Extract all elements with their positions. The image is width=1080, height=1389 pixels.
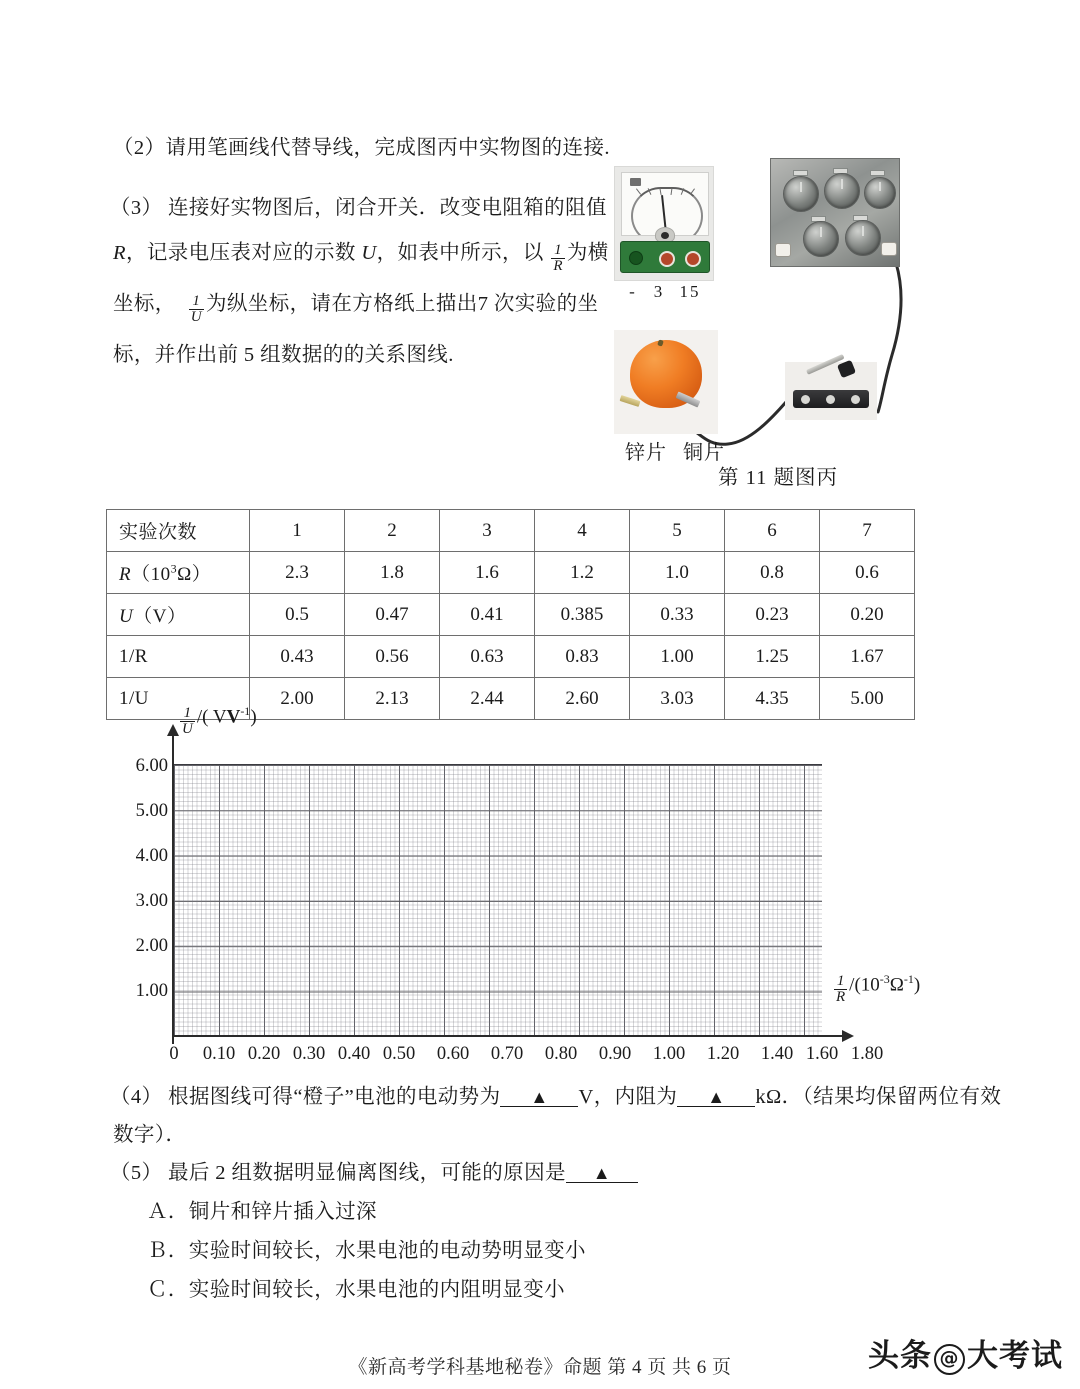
question-3-line-2 — [113, 243, 609, 274]
table-cell: 1.8 — [345, 552, 440, 594]
x-axis-label: $\frac{1}{R}$ $/(10^{-3}\Omega^{-1})$ — [836, 972, 921, 1005]
table-cell: 2.00 — [250, 678, 345, 720]
q4-unit-v: V — [578, 1086, 594, 1108]
variable-R: R — [113, 242, 126, 264]
x-tick-label: 1.00 — [652, 1044, 686, 1064]
q3-line3-b: 为纵坐标，请在方格纸上描出7 次实验的坐 — [206, 293, 599, 315]
x-tick-label: 0.70 — [490, 1044, 524, 1064]
table-cell: 4 — [535, 510, 630, 552]
resistance-dial — [864, 177, 896, 209]
resistance-dial — [803, 221, 839, 257]
table-cell: 1.00 — [630, 636, 725, 678]
watermark-at-icon: @ — [934, 1344, 965, 1375]
table-cell: 3 — [440, 510, 535, 552]
table-cell: 2.13 — [345, 678, 440, 720]
option-c[interactable]: Ｃ．实验时间较长，水果电池的内阻明显变小 — [147, 1279, 565, 1301]
x-tick-label: 0.50 — [382, 1044, 416, 1064]
x-axis-arrow-icon — [842, 1030, 854, 1042]
table-row — [107, 510, 915, 552]
q4-prefix: （4） 根据图线可得“橙子”电池的电动势为 — [110, 1086, 501, 1108]
question-4-line-1 — [110, 1087, 1001, 1108]
row-header-inv-voltage: 1/U — [107, 678, 250, 720]
x-tick-label: 1.40 — [760, 1044, 794, 1064]
table-cell: 0.83 — [535, 636, 630, 678]
y-tick-label: 4.00 — [135, 846, 168, 866]
x-tick-label: 0.20 — [247, 1044, 281, 1064]
fraction-one-over-U-axis: $\frac{1}{U}$ — [182, 704, 193, 737]
voltmeter-photo — [614, 166, 714, 281]
row-header-inv-resistance: 1/R — [107, 636, 250, 678]
table-cell: 1.25 — [725, 636, 820, 678]
table-cell: 1.6 — [440, 552, 535, 594]
zinc-plate-label: 锌片 — [625, 442, 667, 464]
voltmeter-terminal-panel — [620, 241, 710, 273]
x-tick-label: 0.80 — [544, 1044, 578, 1064]
y-tick-label: 5.00 — [135, 801, 168, 821]
resistance-dial — [824, 173, 860, 209]
answer-blank-emf[interactable]: ▲ — [500, 1088, 578, 1107]
question-3-line-1: （3） 连接好实物图后，闭合开关．改变电阻箱的阻值 — [110, 197, 607, 219]
voltmeter-logo-icon — [630, 178, 641, 186]
table-cell: 5 — [630, 510, 725, 552]
table-row — [107, 552, 915, 594]
table-cell: 0.23 — [725, 594, 820, 636]
table-cell: 0.63 — [440, 636, 535, 678]
resistance-dial — [845, 220, 881, 256]
switch-terminal — [801, 395, 810, 404]
table-cell: 1.2 — [535, 552, 630, 594]
option-b[interactable]: Ｂ．实验时间较长，水果电池的电动势明显变小 — [147, 1240, 586, 1262]
voltmeter-terminal-labels — [614, 282, 714, 302]
table-cell: 0.47 — [345, 594, 440, 636]
q5-prefix: （5） 最后 2 组数据明显偏离图线，可能的原因是 — [110, 1162, 566, 1184]
resistance-box-photo — [770, 158, 900, 267]
question-5-line-1 — [110, 1163, 638, 1184]
table-cell: 0.56 — [345, 636, 440, 678]
dial-tag — [870, 170, 885, 176]
table-cell: 0.5 — [250, 594, 345, 636]
q3-line2-a: ，记录电压表对应的示数 — [125, 242, 356, 264]
y-tick-label: 6.00 — [135, 756, 168, 776]
table-cell: 0.20 — [820, 594, 915, 636]
y-axis-arrow-icon — [167, 724, 179, 736]
table-row — [107, 594, 915, 636]
resistance-dial — [783, 176, 819, 212]
q4-suffix: ．（结果均保留两位有效 — [781, 1086, 1002, 1108]
table-cell: 7 — [820, 510, 915, 552]
table-cell: 0.8 — [725, 552, 820, 594]
watermark-right: 大考试 — [967, 1338, 1063, 1374]
terminal-label-3: 3 — [653, 282, 665, 301]
terminal-label-15: 15 — [679, 282, 701, 301]
table-row — [107, 636, 915, 678]
graph-paper — [120, 700, 921, 1064]
switch-base — [793, 390, 869, 408]
table-cell: 0.6 — [820, 552, 915, 594]
experiment-data-table — [106, 509, 915, 720]
resistance-box-terminal-right — [881, 242, 897, 256]
table-cell: 5.00 — [820, 678, 915, 720]
fraction-one-over-U: $\frac{1}{U}$ — [190, 293, 202, 326]
y-axis-label: $\frac{1}{U}$ /( $VV^{-1}$) — [182, 704, 257, 737]
answer-blank-internal-resistance[interactable]: ▲ — [677, 1088, 755, 1107]
terminal-3v — [659, 251, 675, 267]
row-header-trial: 实验次数 — [107, 510, 250, 552]
question-3-line-4: 标，并作出前 5 组数据的的关系图线. — [113, 344, 454, 366]
q3-line3-a: 坐标， — [113, 293, 176, 315]
x-axis-line — [172, 1035, 844, 1037]
x-tick-label: 0.30 — [292, 1044, 326, 1064]
terminal-negative — [629, 251, 643, 265]
x-tick-label: 1.80 — [850, 1044, 884, 1064]
table-cell: 2.3 — [250, 552, 345, 594]
q4-mid: ，内阻为 — [593, 1086, 678, 1108]
table-cell: 0.385 — [535, 594, 630, 636]
x-tick-label: 0.40 — [337, 1044, 371, 1064]
q3-line2-c: 为横 — [566, 242, 609, 264]
x-tick-label: 0 — [169, 1044, 179, 1064]
y-tick-labels — [120, 700, 168, 1060]
table-cell: 6 — [725, 510, 820, 552]
terminal-label-negative: - — [629, 282, 637, 301]
scale-tick — [636, 188, 641, 194]
variable-U: U — [361, 242, 377, 264]
terminal-15v — [685, 251, 701, 267]
switch-photo — [785, 362, 877, 420]
fraction-one-over-R-axis: $\frac{1}{R}$ — [836, 972, 846, 1005]
y-tick-label: 3.00 — [135, 891, 168, 911]
table-cell: 1.67 — [820, 636, 915, 678]
table-cell: 1.0 — [630, 552, 725, 594]
table-cell: 2.60 — [535, 678, 630, 720]
watermark-left: 头条 — [868, 1338, 932, 1374]
row-header-voltage: U（V） — [107, 594, 250, 636]
fraction-one-over-R: $\frac{1}{R}$ — [553, 242, 563, 275]
table-cell: 3.03 — [630, 678, 725, 720]
page-footer: 《新高考学科基地秘卷》命题 第 4 页 共 6 页 — [348, 1357, 732, 1378]
copper-plate-label: 铜片 — [683, 442, 725, 464]
switch-terminal — [826, 395, 835, 404]
x-tick-label: 1.20 — [706, 1044, 740, 1064]
q4-unit-kohm: kΩ — [755, 1086, 782, 1108]
table-cell: 2.44 — [440, 678, 535, 720]
watermark — [868, 1330, 1063, 1375]
apparatus-photo-group — [600, 150, 930, 489]
table-cell: 0.41 — [440, 594, 535, 636]
graph-grid — [174, 764, 822, 1036]
question-2-text: （2）请用笔画线代替导线，完成图丙中实物图的连接. — [113, 137, 610, 159]
figure-caption: 第 11 题图丙 — [718, 467, 838, 489]
resistance-box-terminal-left — [775, 243, 791, 257]
question-3-line-3 — [113, 294, 598, 325]
switch-knob — [837, 360, 856, 379]
answer-blank-reason[interactable]: ▲ — [566, 1164, 638, 1183]
q3-line2-b: ，如表中所示，以 — [376, 242, 544, 264]
x-tick-label: 0.60 — [436, 1044, 470, 1064]
row-header-resistance: $R(10^3\Omega)$ — [107, 552, 250, 594]
table-cell: 4.35 — [725, 678, 820, 720]
x-tick-label: 1.60 — [805, 1044, 839, 1064]
question-4-line-2: 数字）． — [113, 1124, 187, 1146]
table-cell: 0.43 — [250, 636, 345, 678]
y-tick-label: 2.00 — [135, 936, 168, 956]
table-cell: 1 — [250, 510, 345, 552]
y-tick-label: 1.00 — [135, 981, 168, 1001]
switch-terminal — [851, 395, 860, 404]
table-cell: 2 — [345, 510, 440, 552]
y-axis-line — [172, 734, 174, 1044]
x-tick-label: 0.90 — [598, 1044, 632, 1064]
orange-battery-photo — [614, 330, 718, 434]
table-cell: 0.33 — [630, 594, 725, 636]
electrode-labels — [625, 436, 725, 465]
x-tick-label: 0.10 — [202, 1044, 236, 1064]
option-a[interactable]: Ａ．铜片和锌片插入过深 — [147, 1201, 377, 1223]
